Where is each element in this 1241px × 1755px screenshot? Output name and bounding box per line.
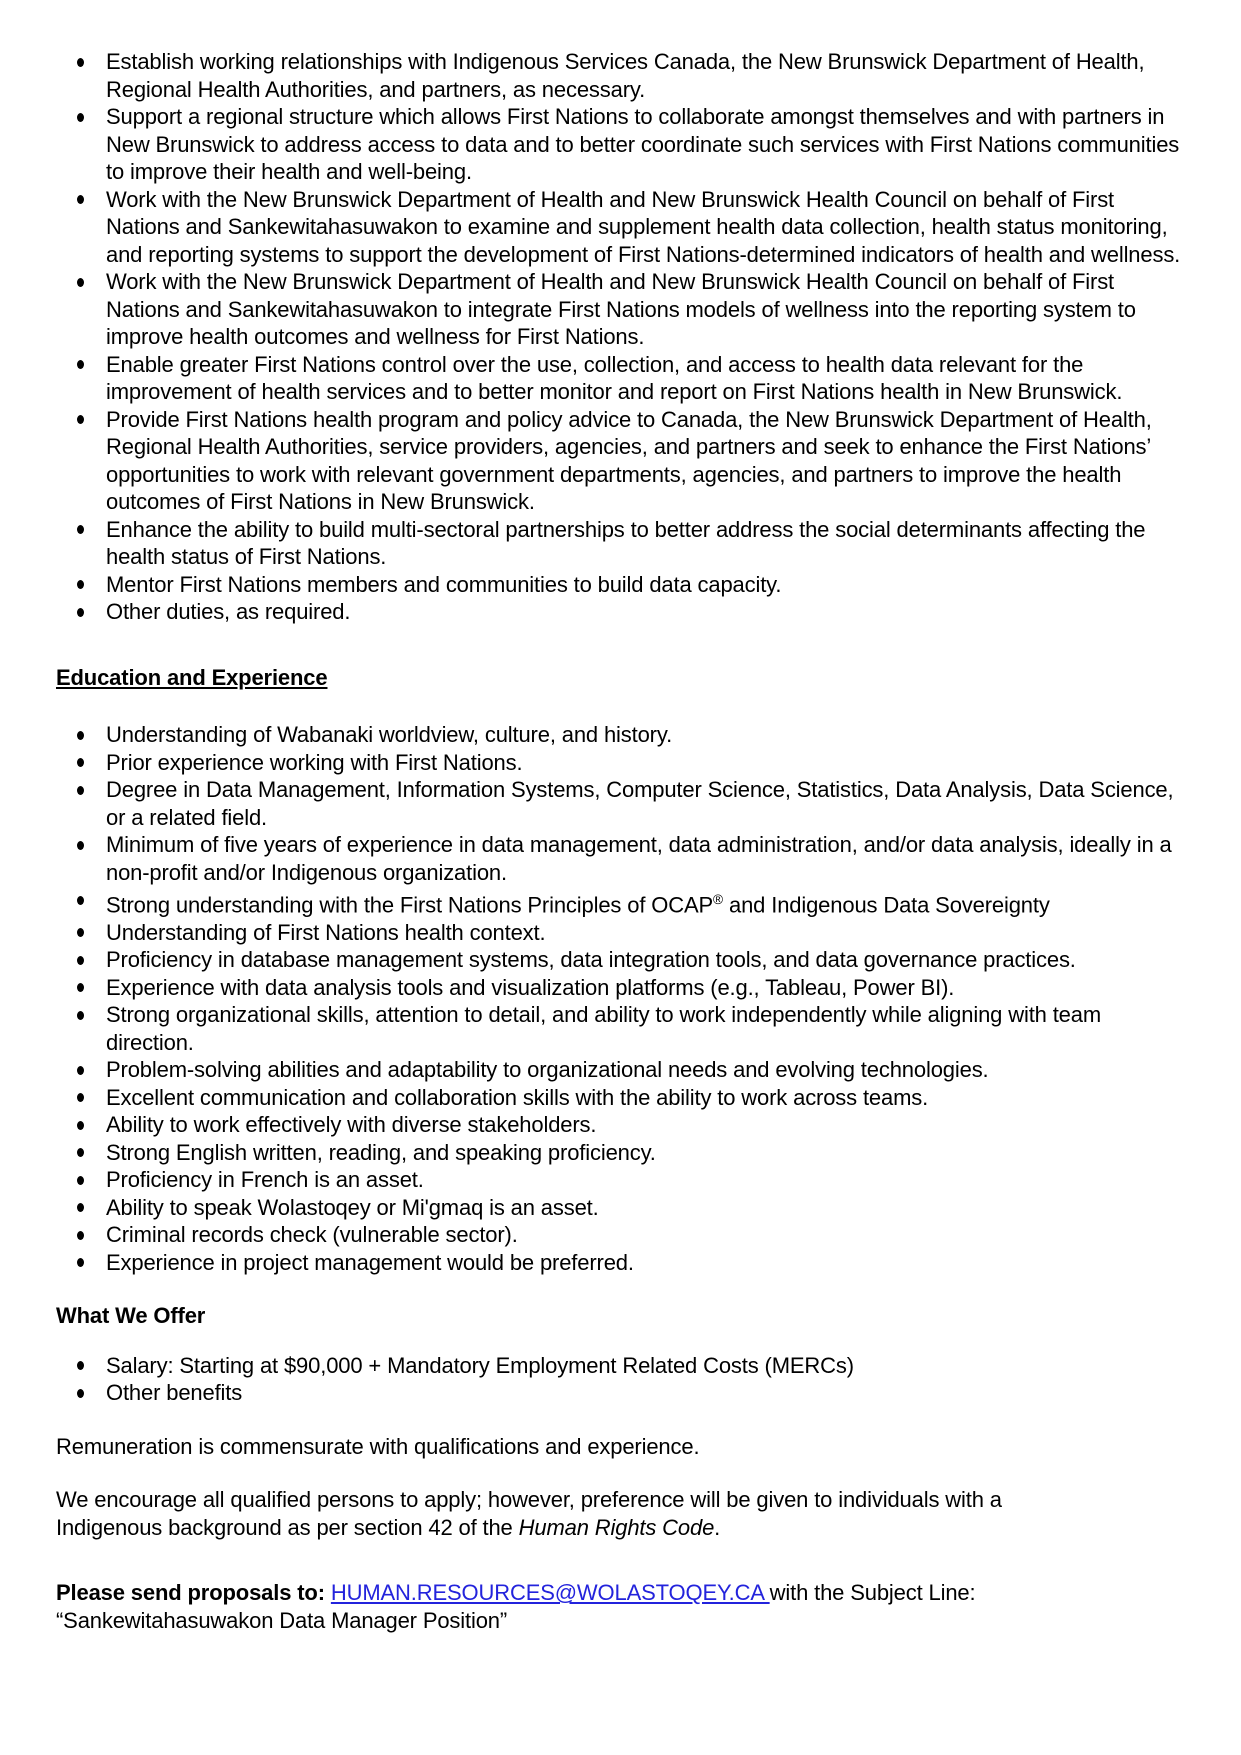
text-segment: with the Subject Line: — [769, 1580, 976, 1606]
list-item-text: Ability to work effectively with diverse stakeholders. — [106, 1112, 597, 1138]
list-item-text: Mentor First Nations members and communities to build data capacity. — [106, 571, 782, 597]
list-item — [106, 406, 1189, 516]
text-segment: and Indigenous Data Sovereignty — [723, 892, 1050, 918]
list-item — [106, 1139, 1189, 1167]
list-item — [106, 919, 1189, 947]
what-we-offer-heading: What We Offer — [56, 1303, 206, 1329]
list-item-text: Proficiency in database management systems, data integration tools, and data governance practices. — [106, 947, 1076, 973]
list-item-text: Salary: Starting at $90,000 + Mandatory Employment Related Costs (MERCs) — [106, 1352, 854, 1378]
list-item — [106, 886, 1189, 919]
list-item — [106, 1056, 1189, 1084]
list-item-text: Work with the New Brunswick Department of Health and New Brunswick Health Council on behalf of First Nations and Sankewitahasuwakon to integrate First Nations models of wellness into the reporting system to improve health outcomes and wellness for First Nations. — [106, 269, 1136, 349]
list-item — [106, 1194, 1189, 1222]
list-item-text: Other benefits — [106, 1380, 243, 1406]
text-segment: . — [714, 1514, 721, 1540]
list-item-text: Understanding of First Nations health context. — [106, 919, 546, 945]
text-segment: Human Rights Code — [518, 1514, 715, 1540]
list-item-text: Problem-solving abilities and adaptability to organizational needs and evolving technologies. — [106, 1057, 989, 1083]
list-item — [106, 48, 1189, 103]
list-item-text: Prior experience working with First Nations. — [106, 749, 523, 775]
list-item — [106, 103, 1189, 186]
list-item — [106, 186, 1189, 269]
list-item-text: Understanding of Wabanaki worldview, culture, and history. — [106, 722, 673, 747]
text-segment: ® — [713, 892, 724, 907]
list-item-text: Minimum of five years of experience in data management, data administration, and/or data analysis, ideally in a non-profit and/or Indigenous organization. — [106, 832, 1172, 885]
list-item-text: Support a regional structure which allows First Nations to collaborate amongst themselves and with partners in New Brunswick to address access to data and to better coordinate such services with First Nations communities to improve their health and well-being. — [106, 104, 1180, 184]
text-segment: Strong understanding with the First Nations Principles of OCAP — [106, 892, 713, 918]
document-content — [56, 48, 1189, 1634]
list-item — [106, 776, 1189, 831]
list-item-text: Strong organizational skills, attention to detail, and ability to work independently while aligning with team direction. — [106, 1002, 1102, 1055]
list-item — [106, 1249, 1189, 1277]
list-item — [106, 974, 1189, 1002]
list-item-text: Work with the New Brunswick Department of Health and New Brunswick Health Council on behalf of First Nations and Sankewitahasuwakon to examine and supplement health data collection, health status monitoring, and reporting systems to support the development of First Nations-determined indicators of health and wellness. — [106, 186, 1181, 267]
education-experience-heading: Education and Experience — [56, 664, 328, 690]
list-item — [106, 351, 1189, 406]
list-item — [106, 1111, 1189, 1139]
job-duties-list — [56, 48, 1189, 626]
list-item — [106, 1352, 1189, 1380]
list-item-text: Degree in Data Management, Information Systems, Computer Science, Statistics, Data Analysis, Data Science, or a related field. — [106, 777, 1174, 830]
list-item — [106, 571, 1189, 599]
application-instructions-paragraph — [56, 1579, 1189, 1634]
list-item — [106, 1084, 1189, 1112]
list-item-text: Criminal records check (vulnerable sector). — [106, 1222, 518, 1248]
list-item — [106, 749, 1189, 777]
list-item — [106, 721, 1189, 749]
benefits-list — [56, 1352, 1189, 1407]
list-item-text: Experience with data analysis tools and visualization platforms (e.g., Tableau, Power BI). — [106, 974, 955, 1000]
list-item-text: Enable greater First Nations control over the use, collection, and access to health data relevant for the improvement of health services and to better monitor and report on First Nations health in New Brunswick. — [106, 351, 1123, 404]
list-item — [106, 1166, 1189, 1194]
list-item — [106, 831, 1189, 886]
list-item — [106, 1221, 1189, 1249]
text-segment: Indigenous background as per section 42 of the — [56, 1514, 519, 1540]
subject-line-text: “Sankewitahasuwakon Data Manager Position” — [56, 1607, 508, 1633]
list-item-text: Experience in project management would be preferred. — [106, 1249, 634, 1275]
apply-lead-in: Please send proposals to: — [56, 1580, 331, 1606]
list-item-text: Enhance the ability to build multi-sectoral partnerships to better address the social determinants affecting the health status of First Nations. — [106, 516, 1146, 569]
list-item — [106, 1001, 1189, 1056]
list-item — [106, 516, 1189, 571]
list-item-text: Ability to speak Wolastoqey or Mi'gmaq is an asset. — [106, 1194, 599, 1220]
text-segment: We encourage all qualified persons to apply; however, preference will be given to individuals with a — [56, 1487, 1002, 1513]
list-item — [106, 598, 1189, 626]
list-item-text: Proficiency in French is an asset. — [106, 1167, 424, 1193]
text-segment: Remuneration is commensurate with qualifications and experience. — [56, 1433, 700, 1459]
list-item — [106, 1379, 1189, 1407]
education-experience-list — [56, 721, 1189, 1276]
remuneration-paragraph — [56, 1433, 1189, 1461]
list-item-text: Provide First Nations health program and policy advice to Canada, the New Brunswick Department of Health, Regional Health Authorities, service providers, agencies, and partners and seek to enhance the First Nations’ opportunities to work with relevant government departments, agencies, and partners to improve the health outcomes of First Nations in New Brunswick. — [106, 406, 1152, 514]
list-item-text: Strong English written, reading, and speaking proficiency. — [106, 1139, 656, 1165]
list-item-text: Excellent communication and collaboration skills with the ability to work across teams. — [106, 1084, 929, 1110]
equal-opportunity-paragraph — [56, 1486, 1189, 1541]
email-link[interactable]: HUMAN.RESOURCES@WOLASTOQEY.CA — [330, 1580, 770, 1606]
list-item — [106, 946, 1189, 974]
list-item-text: Establish working relationships with Indigenous Services Canada, the New Brunswick Department of Health, Regional Health Authorities, and partners, as necessary. — [106, 49, 1145, 102]
list-item — [106, 268, 1189, 351]
list-item-text: Other duties, as required. — [106, 599, 351, 624]
